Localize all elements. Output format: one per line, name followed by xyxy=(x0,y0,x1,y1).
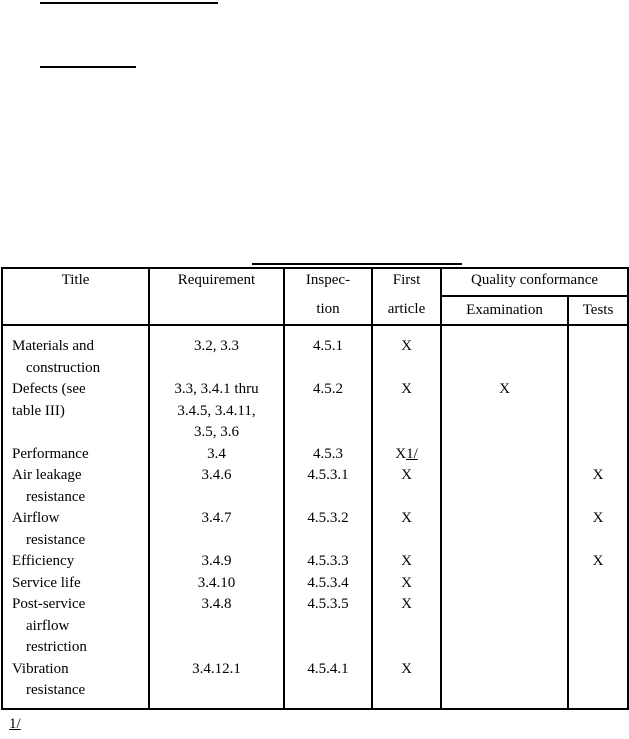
cell-title xyxy=(2,325,149,379)
table-title-underline xyxy=(252,263,462,265)
title-line-2: resistance xyxy=(26,488,86,505)
cell-title xyxy=(2,659,149,709)
heading-underline-2 xyxy=(40,66,136,68)
title-line-3: restriction xyxy=(26,639,87,655)
cell-first-article: X xyxy=(372,594,441,659)
cell-tests xyxy=(568,379,628,444)
header-quality-conformance: Quality conformance xyxy=(441,268,628,296)
cell-tests xyxy=(568,444,628,466)
cell-inspection: 4.5.3.4 xyxy=(284,573,372,595)
title-line-1: Defects (see xyxy=(12,381,86,397)
title-line-1: Air leakage xyxy=(12,467,82,483)
heading-underline-1 xyxy=(40,2,218,4)
cell-requirement: 3.4.6 xyxy=(149,465,284,508)
cell-requirement: 3.4.9 xyxy=(149,551,284,573)
first-article-mark: X xyxy=(395,445,407,462)
cell-first-article: X xyxy=(372,573,441,595)
cell-tests xyxy=(568,573,628,595)
header-first-bottom: article xyxy=(372,296,441,325)
title-line-2: airflow xyxy=(26,617,70,634)
title-line-2: table III) xyxy=(12,402,65,419)
header-first-top: First xyxy=(372,268,441,296)
cell-requirement xyxy=(149,379,284,444)
cell-tests: X xyxy=(568,551,628,573)
cell-title: Efficiency xyxy=(2,551,149,573)
cell-title xyxy=(2,594,149,659)
cell-examination: X xyxy=(441,379,568,444)
header-title: Title xyxy=(2,268,149,296)
cell-title xyxy=(2,508,149,551)
cell-inspection: 4.5.4.1 xyxy=(284,659,372,709)
table-row xyxy=(2,508,628,551)
cell-examination xyxy=(441,325,568,379)
cell-examination xyxy=(441,594,568,659)
title-line-1: Materials and xyxy=(12,338,95,354)
cell-first-article: X xyxy=(372,465,441,508)
header-title-blank xyxy=(2,296,149,325)
table-row xyxy=(2,659,628,709)
cell-first-article xyxy=(372,444,441,466)
cell-examination xyxy=(441,444,568,466)
title-line-2: construction xyxy=(26,359,101,376)
title-line-1: Vibration xyxy=(12,660,69,677)
table-row xyxy=(2,594,628,659)
header-inspection-bottom: tion xyxy=(284,296,372,325)
title-line-1: Post-service xyxy=(12,596,86,612)
cell-tests: X xyxy=(568,465,628,508)
cell-tests: X xyxy=(568,508,628,551)
cell-title: Performance xyxy=(2,444,149,466)
title-line-2: resistance xyxy=(26,682,86,698)
cell-first-article: X xyxy=(372,508,441,551)
table-row xyxy=(2,444,628,466)
cell-inspection: 4.5.2 xyxy=(284,379,372,444)
header-inspection-top: Inspec- xyxy=(284,268,372,296)
cell-inspection: 4.5.3.2 xyxy=(284,508,372,551)
header-tests: Tests xyxy=(568,296,628,325)
req-line-1: 3.3, 3.4.1 thru xyxy=(174,381,259,397)
cell-examination xyxy=(441,508,568,551)
cell-inspection: 4.5.3.3 xyxy=(284,551,372,573)
cell-tests xyxy=(568,594,628,659)
cell-inspection: 4.5.3.1 xyxy=(284,465,372,508)
cell-examination xyxy=(441,573,568,595)
table-row xyxy=(2,551,628,573)
title-line-2: resistance xyxy=(26,531,86,548)
cell-title xyxy=(2,379,149,444)
cell-first-article: X xyxy=(372,325,441,379)
header-requirement-blank xyxy=(149,296,284,325)
cell-requirement: 3.2, 3.3 xyxy=(149,325,284,379)
cell-title: Service life xyxy=(2,573,149,595)
cell-inspection: 4.5.3.5 xyxy=(284,594,372,659)
req-line-3: 3.5, 3.6 xyxy=(194,424,239,440)
cell-requirement: 3.4.8 xyxy=(149,594,284,659)
cell-examination xyxy=(441,551,568,573)
cell-examination xyxy=(441,659,568,709)
table-row xyxy=(2,465,628,508)
cell-first-article: X xyxy=(372,379,441,444)
cell-first-article: X xyxy=(372,659,441,709)
cell-requirement: 3.4.10 xyxy=(149,573,284,595)
cell-examination xyxy=(441,465,568,508)
cell-requirement: 3.4 xyxy=(149,444,284,466)
cell-requirement: 3.4.7 xyxy=(149,508,284,551)
header-requirement: Requirement xyxy=(149,268,284,296)
cell-requirement: 3.4.12.1 xyxy=(149,659,284,709)
footnote-ref: 1/ xyxy=(406,445,418,462)
table-row xyxy=(2,573,628,595)
table-row xyxy=(2,379,628,444)
cell-title xyxy=(2,465,149,508)
req-line-2: 3.4.5, 3.4.11, xyxy=(177,402,256,419)
cell-inspection: 4.5.1 xyxy=(284,325,372,379)
inspection-classification-table xyxy=(1,267,629,710)
cell-tests xyxy=(568,325,628,379)
cell-tests xyxy=(568,659,628,709)
cell-inspection: 4.5.3 xyxy=(284,444,372,466)
header-examination: Examination xyxy=(441,296,568,325)
footnote-marker: 1/ xyxy=(9,716,21,732)
cell-first-article: X xyxy=(372,551,441,573)
table-row xyxy=(2,325,628,379)
title-line-1: Airflow xyxy=(12,510,60,526)
